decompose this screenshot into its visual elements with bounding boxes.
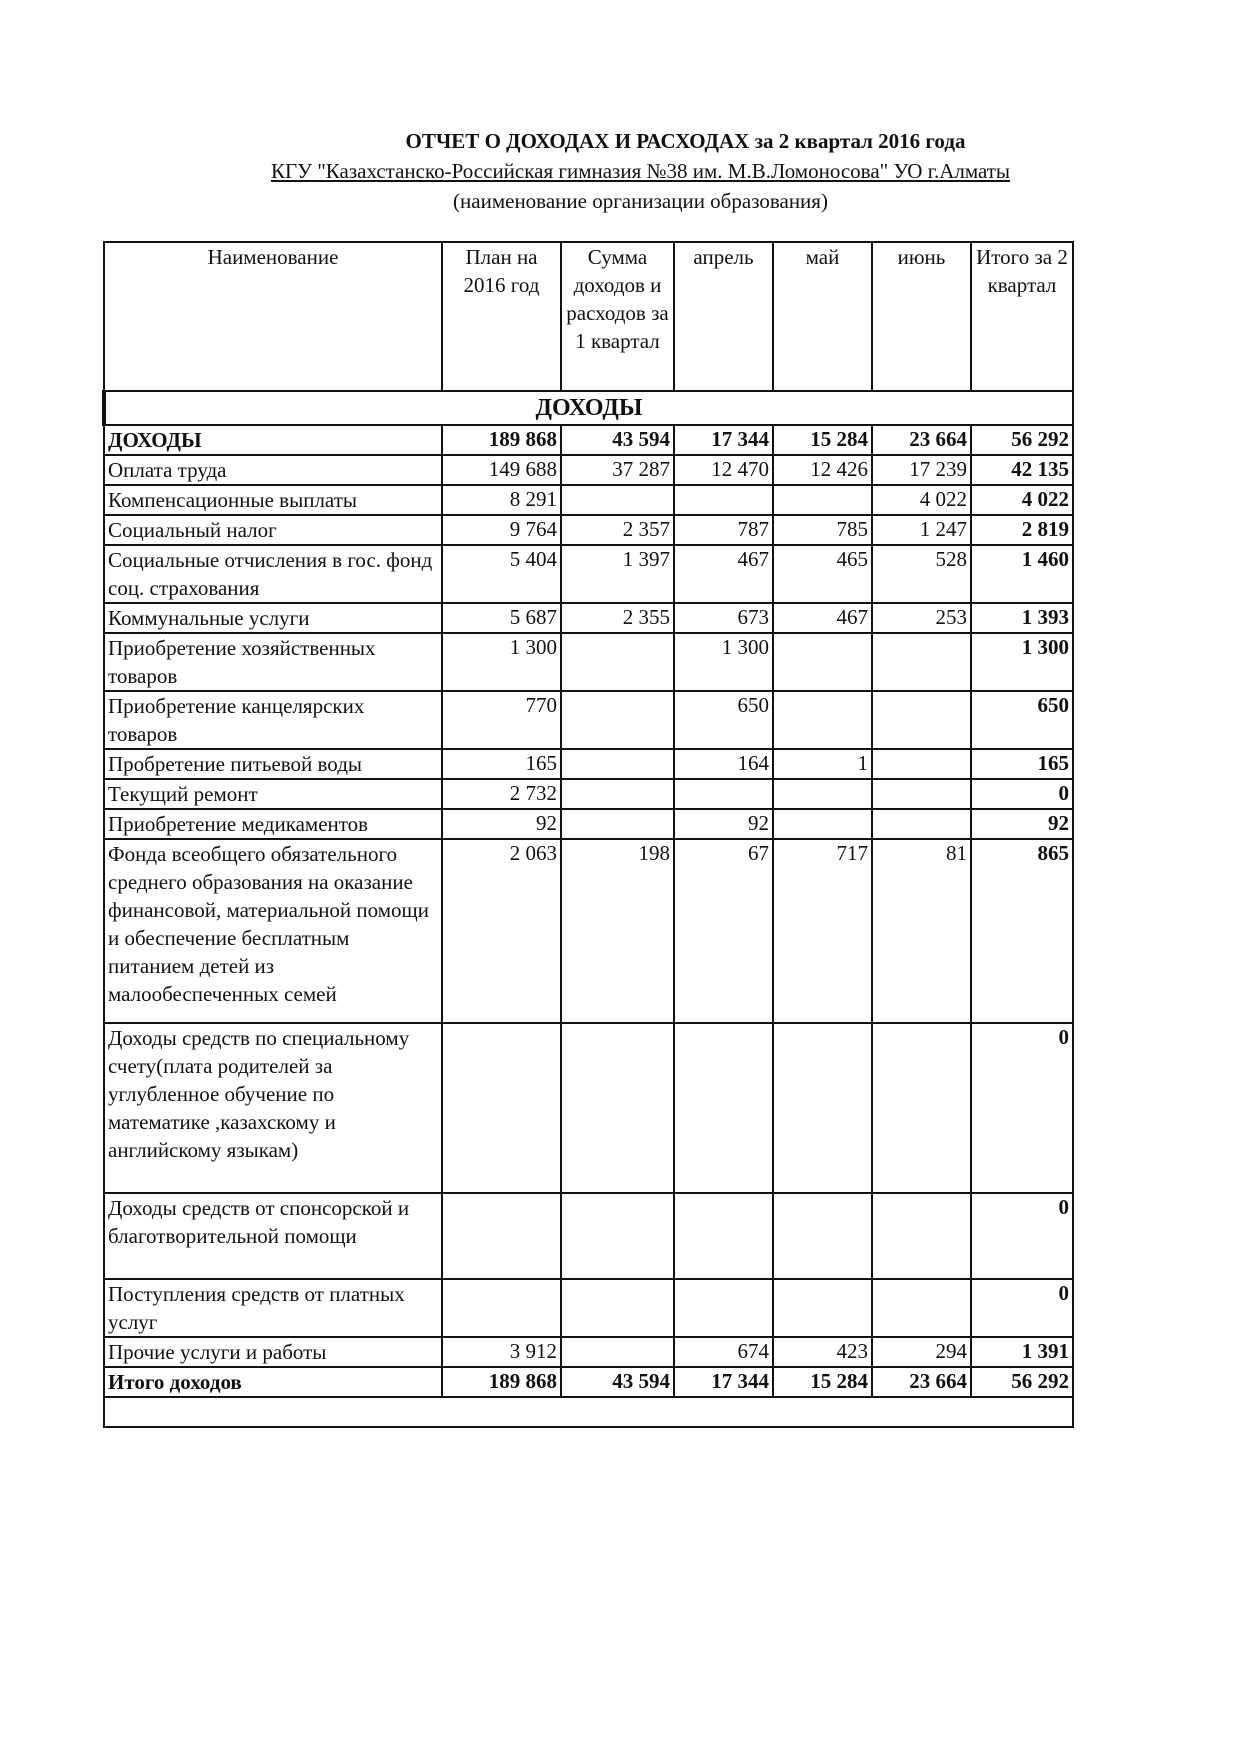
cell-plan: 2 732	[442, 779, 561, 809]
cell-q2-total: 1 393	[971, 603, 1073, 633]
cell-q2-total: 1 300	[971, 633, 1073, 691]
row-name-cell: Приобретение канцелярских товаров	[104, 691, 442, 749]
cell-q2-total: 165	[971, 749, 1073, 779]
cell-plan: 9 764	[442, 515, 561, 545]
cell-april: 1 300	[674, 633, 773, 691]
cell-q2-total: 42 135	[971, 455, 1073, 485]
cell-june: 81	[872, 839, 971, 1023]
table-row	[104, 691, 1073, 749]
organization-name: КГУ "Казахстанско-Российская гимназия №38 им. М.В.Ломоносова" УО г.Алматы	[270, 159, 1011, 183]
report-title: ОТЧЕТ О ДОХОДАХ И РАСХОДАХ за 2 квартал 2016 года	[405, 129, 966, 153]
cell-plan: 3 912	[442, 1337, 561, 1367]
cell-q1: 2 357	[561, 515, 674, 545]
table-row	[104, 779, 1073, 809]
cell-june	[872, 691, 971, 749]
cell-plan	[442, 1193, 561, 1279]
cell-q1: 43 594	[561, 425, 674, 455]
cell-june: 253	[872, 603, 971, 633]
row-name-cell: Пробретение питьевой воды	[104, 749, 442, 779]
cell-april: 467	[674, 545, 773, 603]
cell-q2-total: 0	[971, 1279, 1073, 1337]
cell-april: 674	[674, 1337, 773, 1367]
cell-q1: 1 397	[561, 545, 674, 603]
empty-footer-row	[104, 1397, 1073, 1427]
cell-april	[674, 1023, 773, 1193]
section-title-row	[104, 391, 1073, 425]
cell-q2-total: 0	[971, 1023, 1073, 1193]
table-row	[104, 1023, 1073, 1193]
cell-may: 15 284	[773, 425, 872, 455]
cell-june: 23 664	[872, 1367, 971, 1397]
cell-q2-total: 2 819	[971, 515, 1073, 545]
cell-april: 17 344	[674, 425, 773, 455]
income-expense-table	[102, 241, 1074, 1428]
table-row	[104, 839, 1073, 1023]
cell-q1	[561, 809, 674, 839]
row-name-cell: Итого доходов	[104, 1367, 442, 1397]
report-header	[0, 128, 1241, 214]
row-name-cell: Коммунальные услуги	[104, 603, 442, 633]
cell-q1	[561, 1337, 674, 1367]
cell-may: 785	[773, 515, 872, 545]
cell-april: 17 344	[674, 1367, 773, 1397]
cell-may: 15 284	[773, 1367, 872, 1397]
cell-june	[872, 1193, 971, 1279]
cell-plan: 770	[442, 691, 561, 749]
table-row	[104, 749, 1073, 779]
row-name-cell: Приобретение медикаментов	[104, 809, 442, 839]
column-header-june: июнь	[872, 242, 971, 391]
cell-april: 12 470	[674, 455, 773, 485]
cell-may	[773, 1279, 872, 1337]
cell-q1	[561, 1279, 674, 1337]
column-header-q2-total: Итого за 2 квартал	[971, 242, 1073, 391]
cell-q1	[561, 779, 674, 809]
cell-may	[773, 809, 872, 839]
cell-april	[674, 1193, 773, 1279]
cell-q1: 2 355	[561, 603, 674, 633]
cell-q1	[561, 633, 674, 691]
cell-plan: 149 688	[442, 455, 561, 485]
row-name-cell: Прочие услуги и работы	[104, 1337, 442, 1367]
table-row	[104, 603, 1073, 633]
cell-q1	[561, 485, 674, 515]
cell-june	[872, 633, 971, 691]
row-name-cell: Поступления средств от платных услуг	[104, 1279, 442, 1337]
cell-q2-total: 56 292	[971, 1367, 1073, 1397]
cell-june: 294	[872, 1337, 971, 1367]
cell-plan: 5 404	[442, 545, 561, 603]
cell-q2-total: 92	[971, 809, 1073, 839]
cell-may	[773, 485, 872, 515]
row-name-cell: Компенсационные выплаты	[104, 485, 442, 515]
cell-q2-total: 1 391	[971, 1337, 1073, 1367]
table-row	[104, 1367, 1073, 1397]
cell-plan: 1 300	[442, 633, 561, 691]
column-header-may: май	[773, 242, 872, 391]
table-row	[104, 485, 1073, 515]
cell-april: 92	[674, 809, 773, 839]
cell-june: 17 239	[872, 455, 971, 485]
cell-may	[773, 779, 872, 809]
cell-june	[872, 809, 971, 839]
cell-april	[674, 779, 773, 809]
cell-plan: 189 868	[442, 425, 561, 455]
table-row	[104, 425, 1073, 455]
table-row	[104, 455, 1073, 485]
column-header-plan: План на 2016 год	[442, 242, 561, 391]
cell-may	[773, 691, 872, 749]
row-name-cell: Социальный налог	[104, 515, 442, 545]
cell-q2-total: 4 022	[971, 485, 1073, 515]
table-header-row	[104, 242, 1073, 391]
cell-june: 4 022	[872, 485, 971, 515]
cell-plan: 165	[442, 749, 561, 779]
cell-plan: 8 291	[442, 485, 561, 515]
empty-footer-cell	[104, 1397, 1073, 1427]
row-name-cell: Оплата труда	[104, 455, 442, 485]
cell-june: 528	[872, 545, 971, 603]
cell-april: 673	[674, 603, 773, 633]
cell-q1	[561, 691, 674, 749]
column-header-q1: Сумма доходов и расходов за 1 квартал	[561, 242, 674, 391]
cell-april	[674, 1279, 773, 1337]
cell-may	[773, 1023, 872, 1193]
cell-may: 717	[773, 839, 872, 1023]
cell-april	[674, 485, 773, 515]
cell-plan: 189 868	[442, 1367, 561, 1397]
cell-may: 467	[773, 603, 872, 633]
cell-plan	[442, 1023, 561, 1193]
cell-may	[773, 633, 872, 691]
row-name-cell: Текущий ремонт	[104, 779, 442, 809]
cell-june	[872, 779, 971, 809]
cell-april: 787	[674, 515, 773, 545]
table-row	[104, 515, 1073, 545]
cell-q1: 37 287	[561, 455, 674, 485]
cell-q1: 43 594	[561, 1367, 674, 1397]
table-row	[104, 1279, 1073, 1337]
row-name-cell: Социальные отчисления в гос. фонд соц. страхования	[104, 545, 442, 603]
cell-april: 650	[674, 691, 773, 749]
column-header-april: апрель	[674, 242, 773, 391]
row-name-cell: Приобретение хозяйственных товаров	[104, 633, 442, 691]
cell-plan: 2 063	[442, 839, 561, 1023]
cell-q2-total: 865	[971, 839, 1073, 1023]
row-name-cell: Фонда всеобщего обязательного среднего образования на оказание финансовой, материальной помощи и обеспечение бесплатным питанием детей из малообеспеченных семей	[104, 839, 442, 1023]
cell-q2-total: 56 292	[971, 425, 1073, 455]
row-name-cell: Доходы средств от спонсорской и благотворительной помощи	[104, 1193, 442, 1279]
cell-q2-total: 650	[971, 691, 1073, 749]
cell-q1	[561, 749, 674, 779]
cell-q1	[561, 1023, 674, 1193]
cell-q1	[561, 1193, 674, 1279]
row-name-cell: Доходы средств по специальному счету(плата родителей за углубленное обучение по математике ,казахскому и английскому языкам)	[104, 1023, 442, 1193]
cell-june: 1 247	[872, 515, 971, 545]
cell-q2-total: 0	[971, 1193, 1073, 1279]
cell-plan: 92	[442, 809, 561, 839]
cell-june	[872, 1023, 971, 1193]
column-header-name: Наименование	[104, 242, 442, 391]
cell-q2-total: 1 460	[971, 545, 1073, 603]
cell-q2-total: 0	[971, 779, 1073, 809]
cell-april: 67	[674, 839, 773, 1023]
row-name-cell: ДОХОДЫ	[104, 425, 442, 455]
cell-plan: 5 687	[442, 603, 561, 633]
cell-may: 423	[773, 1337, 872, 1367]
cell-april: 164	[674, 749, 773, 779]
table-row	[104, 1337, 1073, 1367]
organization-caption: (наименование организации образования)	[453, 189, 828, 213]
table-row	[104, 809, 1073, 839]
cell-may: 12 426	[773, 455, 872, 485]
cell-q1: 198	[561, 839, 674, 1023]
cell-june	[872, 1279, 971, 1337]
cell-june	[872, 749, 971, 779]
cell-june: 23 664	[872, 425, 971, 455]
table-row	[104, 545, 1073, 603]
table-row	[104, 1193, 1073, 1279]
table-row	[104, 633, 1073, 691]
section-title: ДОХОДЫ	[104, 391, 1073, 425]
cell-may: 465	[773, 545, 872, 603]
cell-plan	[442, 1279, 561, 1337]
cell-may: 1	[773, 749, 872, 779]
cell-may	[773, 1193, 872, 1279]
